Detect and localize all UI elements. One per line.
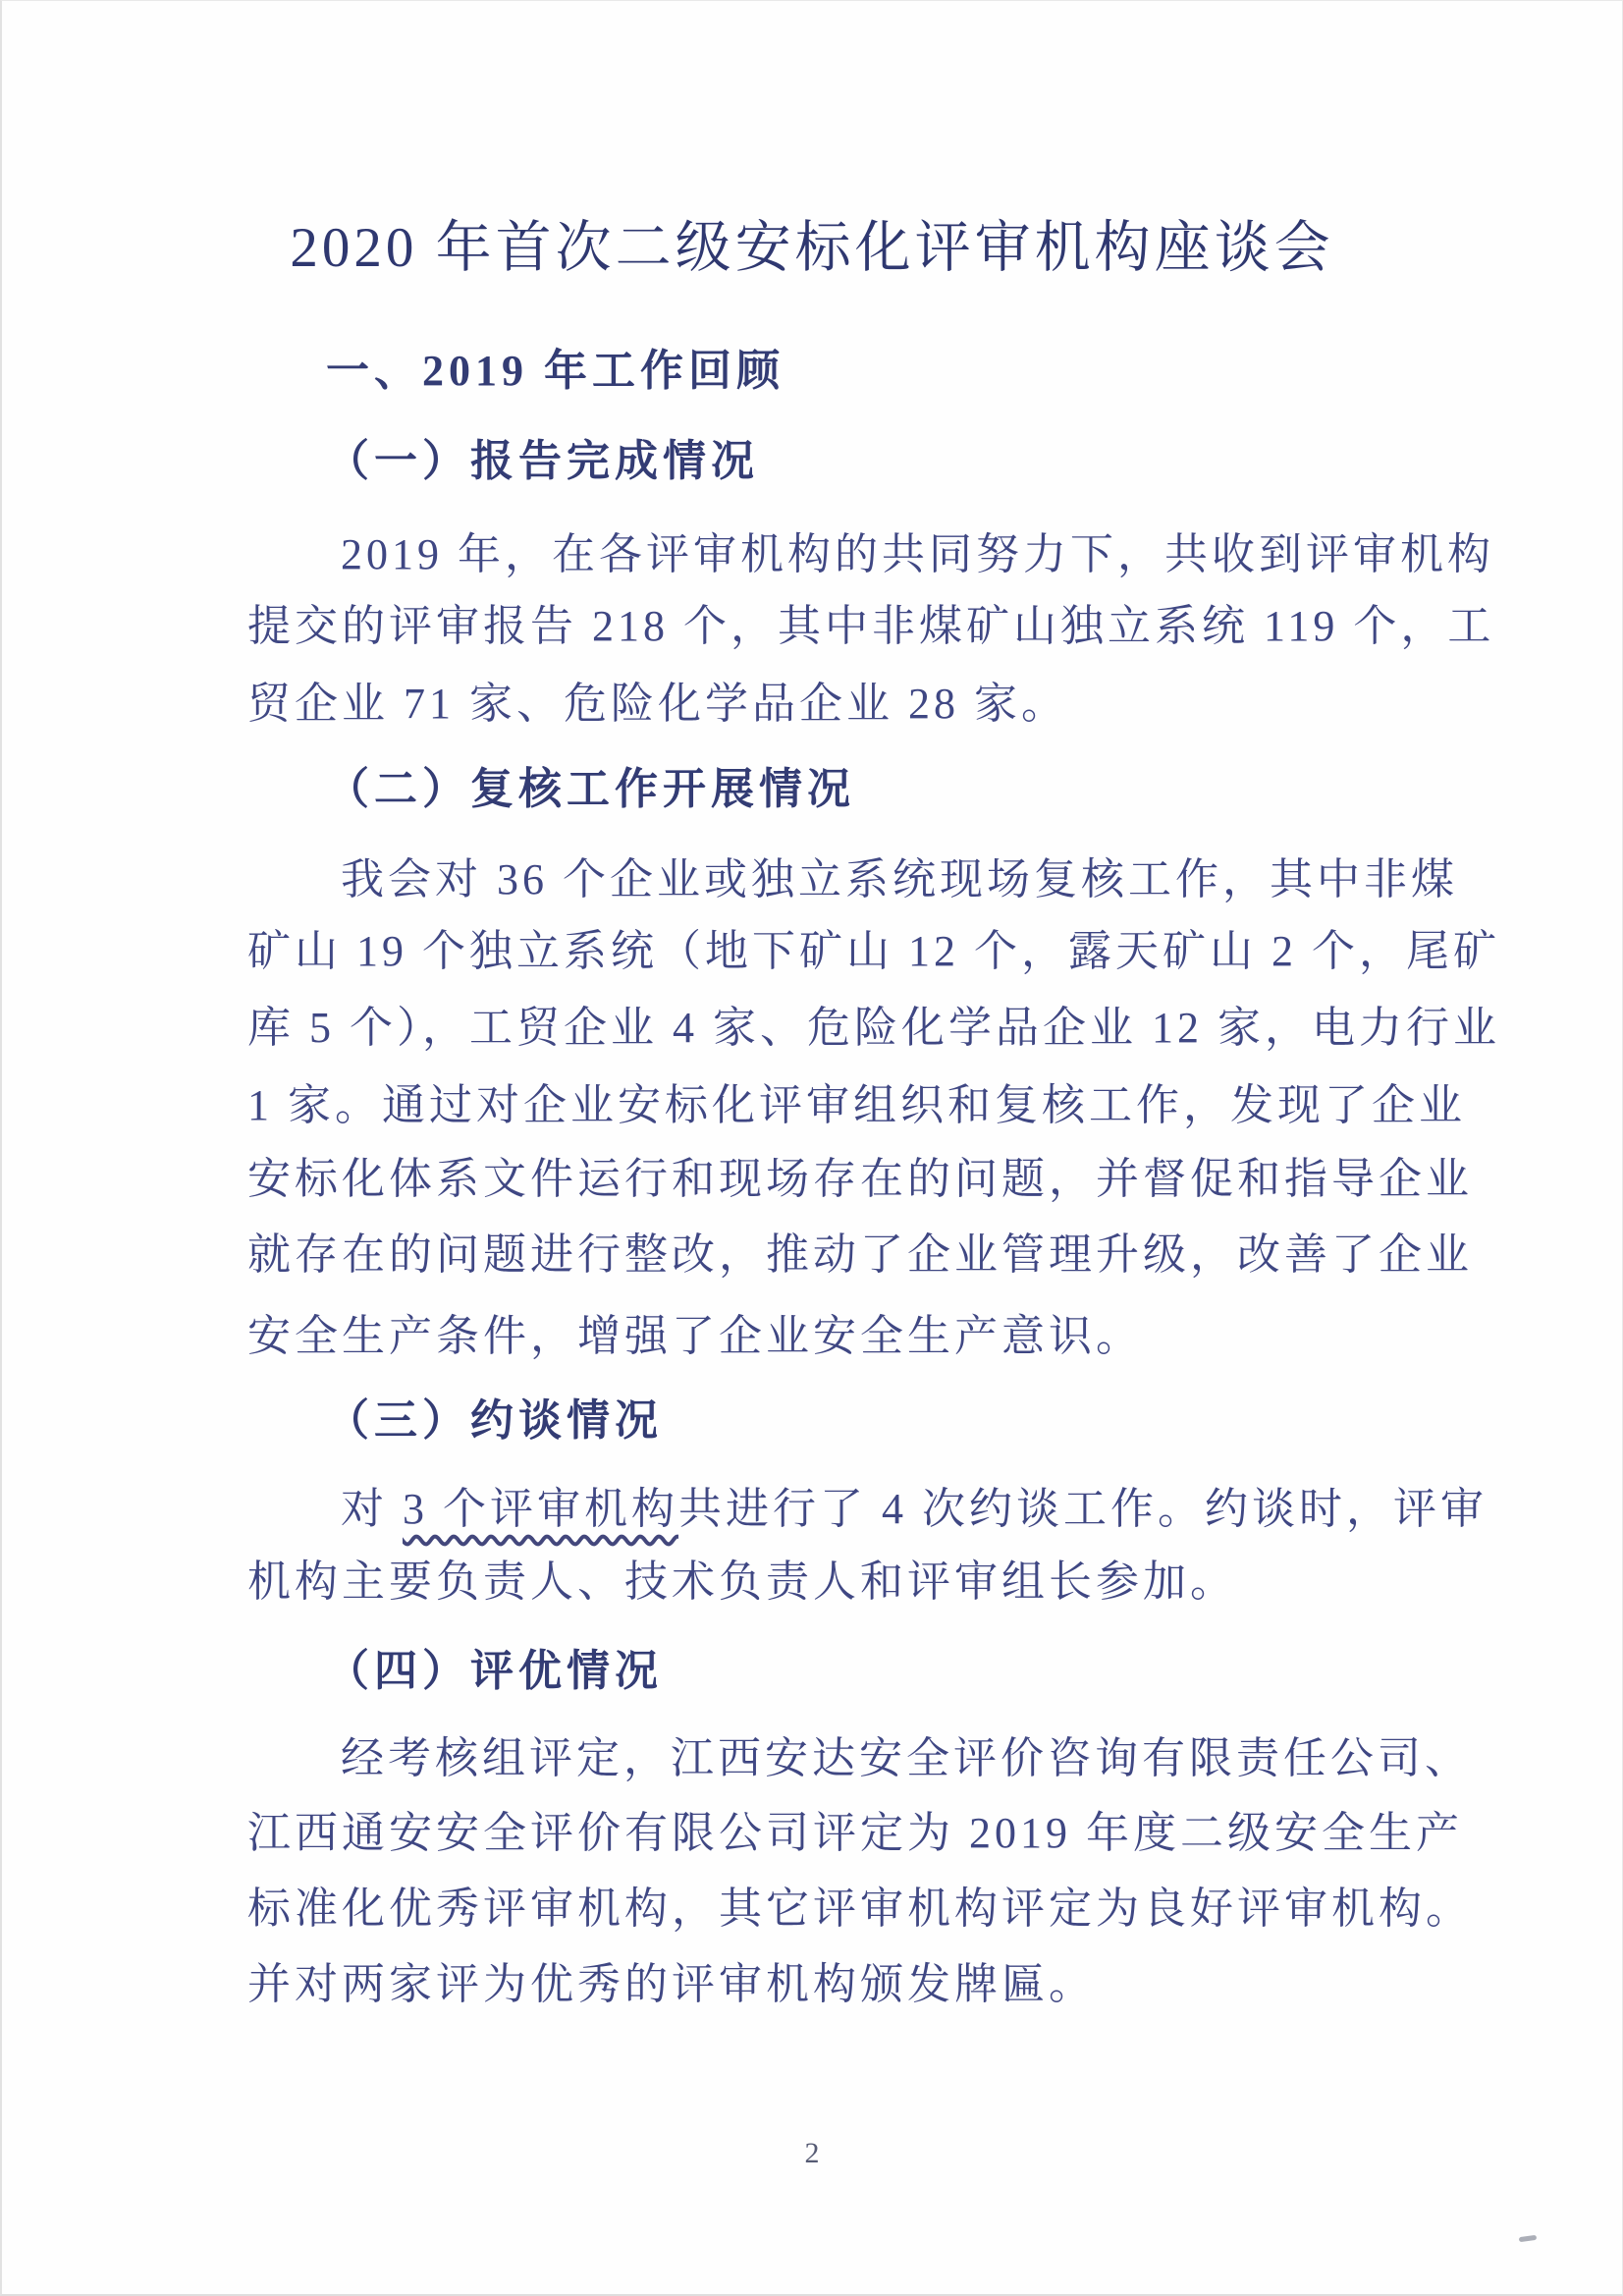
document-title: 2020 年首次二级安标化评审机构座谈会	[290, 217, 1334, 279]
scan-artifact-speck	[1519, 2235, 1538, 2242]
handwritten-wavy-underline: 3 个评审机构	[403, 1485, 678, 1533]
subsection-heading-recheck: （二）复核工作开展情况	[326, 765, 855, 813]
paragraph-line: 经考核组评定，江西安达安全评价咨询有限责任公司、	[341, 1734, 1472, 1782]
page-number: 2	[804, 2137, 820, 2169]
paragraph-line: 提交的评审报告 218 个，其中非煤矿山独立系统 119 个，工	[247, 602, 1495, 650]
paragraph-line: 安标化体系文件运行和现场存在的问题，并督促和指导企业	[247, 1155, 1473, 1203]
paragraph-line: 矿山 19 个独立系统（地下矿山 12 个，露天矿山 2 个，尾矿	[247, 927, 1500, 975]
paragraph-line: 安全生产条件，增强了企业安全生产意识。	[247, 1312, 1143, 1360]
paragraph-line: 标准化优秀评审机构，其它评审机构评定为良好评审机构。	[247, 1885, 1473, 1933]
paragraph-line: 就存在的问题进行整改，推动了企业管理升级，改善了企业	[247, 1230, 1473, 1279]
paragraph-line: 1 家。通过对企业安标化评审组织和复核工作，发现了企业	[247, 1081, 1466, 1129]
subsection-heading-report: （一）报告完成情况	[326, 437, 759, 485]
subsection-heading-awards: （四）评优情况	[326, 1647, 663, 1695]
paragraph-line: 库 5 个），工贸企业 4 家、危险化学品企业 12 家，电力行业	[247, 1004, 1500, 1052]
paragraph-line: 江西通安安全评价有限公司评定为 2019 年度二级安全生产	[247, 1809, 1463, 1857]
interview-line-prefix: 对	[341, 1485, 403, 1533]
paragraph-line: 我会对 36 个企业或独立系统现场复核工作，其中非煤	[341, 855, 1458, 903]
paragraph-line: 贸企业 71 家、危险化学品企业 28 家。	[247, 680, 1068, 728]
section-heading-review: 一、2019 年工作回顾	[326, 347, 784, 395]
paragraph-line: 机构主要负责人、技术负责人和评审组长参加。	[247, 1558, 1237, 1606]
interview-line-suffix: 共进行了 4 次约谈工作。约谈时，评审	[678, 1485, 1488, 1533]
paragraph-line: 并对两家评为优秀的评审机构颁发牌匾。	[247, 1960, 1096, 2008]
subsection-heading-interview: （三）约谈情况	[326, 1396, 663, 1445]
paragraph-line	[341, 1473, 1488, 1536]
paragraph-line: 2019 年，在各评审机构的共同努力下，共收到评审机构	[341, 530, 1494, 578]
